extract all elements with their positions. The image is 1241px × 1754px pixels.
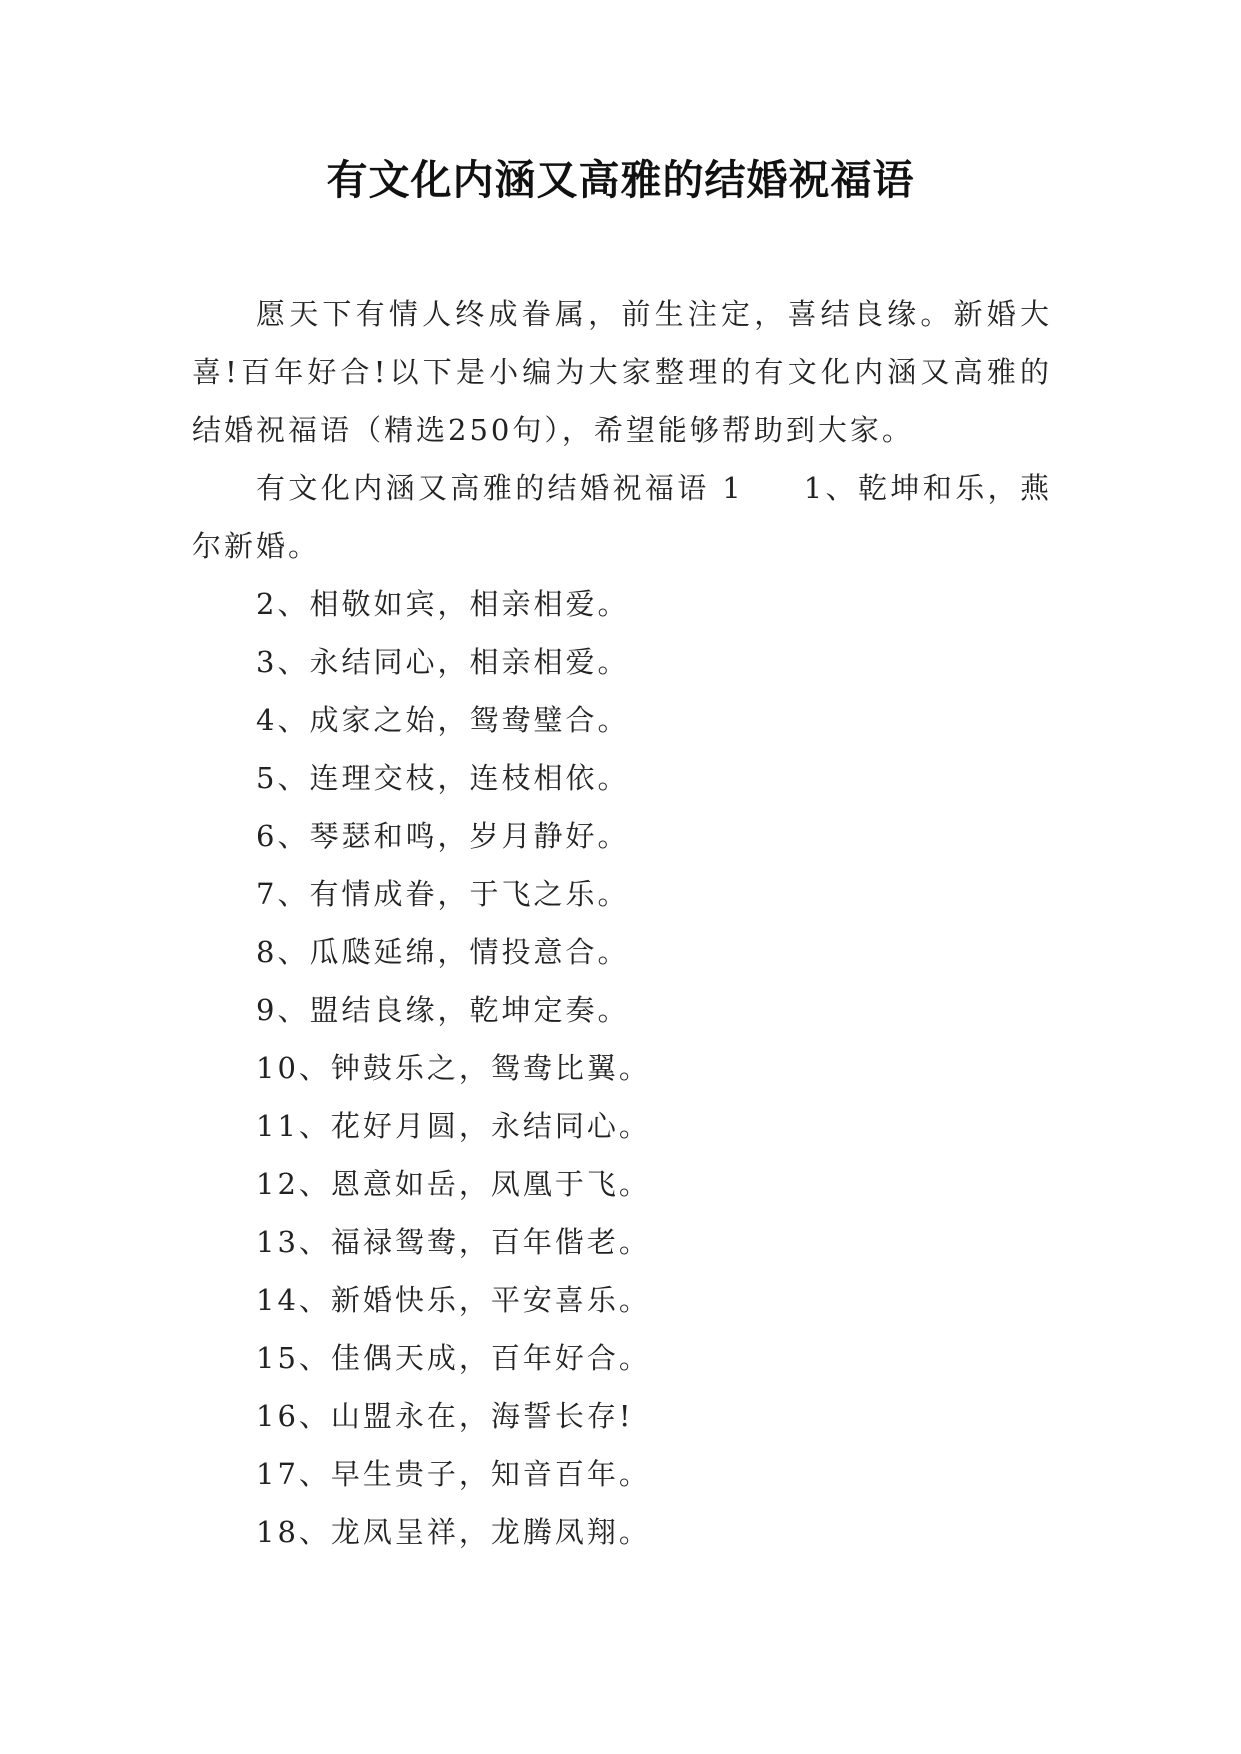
list-item: 16、山盟永在，海誓长存! bbox=[256, 1399, 634, 1433]
section-paragraph bbox=[192, 459, 1052, 575]
section-heading: 有文化内涵又高雅的结婚祝福语 1 bbox=[256, 471, 744, 505]
list-item: 14、新婚快乐，平安喜乐。 bbox=[256, 1283, 651, 1317]
list-item: 10、钟鼓乐之，鸳鸯比翼。 bbox=[256, 1051, 651, 1085]
list-item: 17、早生贵子，知音百年。 bbox=[256, 1457, 651, 1491]
blessing-list bbox=[192, 575, 1052, 1561]
list-item: 12、恩意如岳，凤凰于飞。 bbox=[256, 1167, 651, 1201]
intro-paragraph: 愿天下有情人终成眷属，前生注定，喜结良缘。新婚大喜!百年好合!以下是小编为大家整理的有文化内涵又高雅的结婚祝福语（精选250句），希望能够帮助到大家。 bbox=[192, 297, 1052, 447]
document-body bbox=[192, 285, 1052, 1561]
list-item: 15、佳偶天成，百年好合。 bbox=[256, 1341, 651, 1375]
list-item: 2、相敬如宾，相亲相爱。 bbox=[256, 587, 630, 621]
list-item: 5、连理交枝，连枝相依。 bbox=[256, 761, 630, 795]
document-title: 有文化内涵又高雅的结婚祝福语 bbox=[326, 156, 915, 204]
list-item: 13、福禄鸳鸯，百年偕老。 bbox=[256, 1225, 651, 1259]
list-item-first: 1、乾坤和乐，燕尔新婚。 bbox=[192, 471, 1053, 563]
list-item: 9、盟结良缘，乾坤定奏。 bbox=[256, 993, 630, 1027]
list-item: 6、琴瑟和鸣，岁月静好。 bbox=[256, 819, 630, 853]
list-item: 3、永结同心，相亲相爱。 bbox=[256, 645, 630, 679]
list-item: 7、有情成眷，于飞之乐。 bbox=[256, 877, 630, 911]
list-item: 8、瓜瓞延绵，情投意合。 bbox=[256, 935, 630, 969]
list-item: 18、龙凤呈祥，龙腾凤翔。 bbox=[256, 1515, 651, 1549]
list-item: 4、成家之始，鸳鸯璧合。 bbox=[256, 703, 630, 737]
list-item: 11、花好月圆，永结同心。 bbox=[256, 1109, 651, 1143]
